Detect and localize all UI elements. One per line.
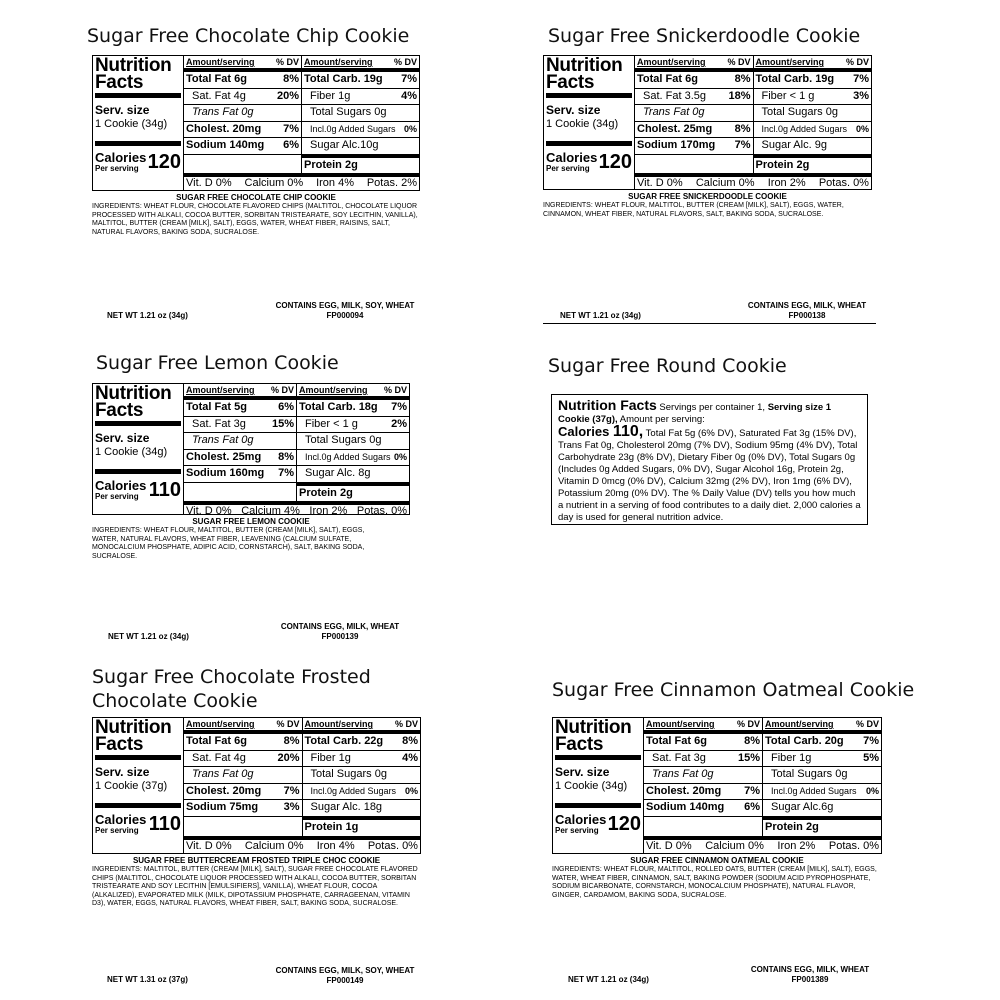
net-weight: NET WT 1.21 oz (34g) <box>568 975 649 984</box>
nutrient-dv: 2% <box>391 417 407 430</box>
dv-header: % DV <box>383 385 407 395</box>
nutrient-name: Total Sugars 0g <box>761 106 838 118</box>
nutrition-facts-heading: Nutrition Facts <box>555 719 641 760</box>
calories-block <box>95 813 181 835</box>
nutrient-name: Incl.0g Added Sugars <box>310 785 397 796</box>
allergen-statement <box>720 965 900 985</box>
product-title: Sugar Free Lemon Cookie <box>96 352 339 374</box>
amount-header: Amount/serving <box>186 385 255 395</box>
nutrition-facts-heading: Nutrition Facts <box>95 385 181 426</box>
per-serving-label: Per serving <box>95 826 139 835</box>
dv-header: % DV <box>270 385 294 395</box>
protein-row: Protein 2g <box>304 158 358 171</box>
nutrient-name: Total Carb. 19g <box>755 73 835 85</box>
amount-header: Amount/serving <box>646 719 715 729</box>
nutrient-dv: 15% <box>271 417 294 430</box>
dv-header: % DV <box>855 719 879 729</box>
servings-text: Servings per container 1, <box>656 402 768 413</box>
nutrient-dv: 7% <box>278 467 294 479</box>
iron: Iron 4% <box>316 840 355 852</box>
calories-block <box>95 479 181 501</box>
nutrient-name: Sat. Fat 4g <box>192 89 246 102</box>
nutrient-name: Trans Fat 0g <box>652 768 714 780</box>
nutrient-name: Total Carb. 19g <box>304 73 383 85</box>
per-serving-label: Per serving <box>546 164 590 173</box>
dv-header: % DV <box>845 57 869 67</box>
protein-row: Protein 2g <box>755 158 810 171</box>
calories-value: 110 <box>148 813 181 835</box>
product-title: Sugar Free Snickerdoodle Cookie <box>548 25 861 47</box>
calories-label: Calories <box>95 150 147 165</box>
nutrient-name: Total Sugars 0g <box>310 768 387 780</box>
nutrient-dv: 7% <box>853 73 869 85</box>
nutrient-name: Total Fat 6g <box>186 735 247 747</box>
nutrition-paragraph <box>551 394 868 525</box>
nutrient-dv: 20% <box>276 89 299 102</box>
nutrient-column-right <box>303 718 421 836</box>
amount-header: Amount/serving <box>765 719 834 729</box>
product-code: FP000138 <box>788 311 826 320</box>
iron: Iron 4% <box>316 177 354 189</box>
nutrient-name: Sat. Fat 4g <box>192 751 246 764</box>
nutrient-name: Fiber 1g <box>310 89 351 102</box>
net-weight: NET WT 1.21 oz (34g) <box>107 311 188 320</box>
serving-size-label: Serv. size <box>555 765 610 779</box>
net-weight: NET WT 1.21 oz (34g) <box>108 632 189 641</box>
amount-header: Amount/serving <box>637 57 706 67</box>
calories-block <box>95 151 181 173</box>
amount-header: Amount/serving <box>304 719 374 729</box>
nutrient-dv: 7% <box>734 139 751 151</box>
vitamin-d: Vit. D 0% <box>637 177 683 189</box>
nutrition-facts-heading: Nutrition Facts <box>95 719 181 760</box>
nutrient-column-right <box>302 56 419 173</box>
nutrient-dv: 8% <box>744 735 760 747</box>
label-left-column <box>93 56 184 190</box>
nutrient-dv: 8% <box>734 73 751 85</box>
nutrition-label <box>543 55 872 190</box>
nutrient-column-right <box>297 384 409 501</box>
per-serving-label: Per serving <box>555 826 599 835</box>
serving-size-label: Serv. size <box>95 765 150 779</box>
serving-size-value: 1 Cookie (34g) <box>95 117 181 146</box>
product-name: SUGAR FREE CINNAMON OATMEAL COOKIE <box>630 856 804 865</box>
nutrient-column-left <box>184 718 303 836</box>
amount-header: Amount/serving <box>299 385 368 395</box>
calories-block <box>555 813 641 835</box>
nutrient-dv: 0% <box>393 451 407 462</box>
nutrient-dv: 7% <box>863 735 879 747</box>
vitamins-row <box>635 173 871 190</box>
nutrient-name: Trans Fat 0g <box>192 106 254 118</box>
product-code: FP000094 <box>326 311 364 320</box>
calories-label: Calories <box>558 424 613 439</box>
potassium: Potas. 0% <box>828 840 879 852</box>
iron: Iron 2% <box>309 505 348 517</box>
product-name: SUGAR FREE BUTTERCREAM FROSTED TRIPLE CHOC COOKIE <box>132 856 381 865</box>
nutrient-name: Sugar Alc.10g <box>310 139 379 151</box>
per-serving-label: Per serving <box>95 164 139 173</box>
nutrient-name: Cholest. 20mg <box>186 784 262 797</box>
nutrient-name: Trans Fat 0g <box>192 434 254 446</box>
serving-size-label: Serv. size <box>95 103 150 117</box>
ingredients: INGREDIENTS: WHEAT FLOUR, MALTITOL, BUTTER (CREAM [MILK], SALT), EGGS, WATER, NATURAL FLAVORS, WHEAT FIBER, LEAVENING (CALCIUM SULFATE, MONOCALCIUM PHOSPHATE, ADIPIC ACID, CORNSTARCH), SALT, BAKING SODA, SUCRALOSE. <box>92 527 365 560</box>
amount-header: Amount/serving <box>304 57 373 67</box>
nutrient-dv: 3% <box>853 89 869 102</box>
amount-header: Amount/serving <box>186 57 255 67</box>
vitamins-row <box>184 836 420 853</box>
nutrition-label <box>92 55 420 191</box>
nutrient-column-left <box>184 384 297 501</box>
serving-size-value: 1 Cookie (37g) <box>95 779 181 808</box>
calories-label: Calories <box>95 812 147 827</box>
protein-row: Protein 1g <box>304 820 359 833</box>
nutrition-facts-heading: Nutrition Facts <box>546 57 632 98</box>
nutrient-dv: 8% <box>283 73 299 85</box>
vitamin-d: Vit. D 0% <box>186 840 232 852</box>
product-title: Sugar Free Round Cookie <box>548 355 787 377</box>
calories-label: Calories <box>546 150 598 165</box>
nutrient-name: Fiber 1g <box>771 751 812 764</box>
nutrient-name: Total Fat 6g <box>646 735 707 747</box>
nutrient-name: Cholest. 25mg <box>637 122 713 135</box>
nutrient-name: Total Fat 6g <box>637 73 698 85</box>
vitamin-d: Vit. D 0% <box>186 505 232 517</box>
nutrient-name: Incl.0g Added Sugars <box>305 451 391 462</box>
nutrient-name: Incl.0g Added Sugars <box>310 123 396 134</box>
product-title-text: Sugar Free Chocolate Frosted Chocolate Cookie <box>92 666 371 712</box>
allergen-statement <box>250 966 440 986</box>
product-title: Sugar Free Cinnamon Oatmeal Cookie <box>552 679 915 701</box>
label-left-column <box>544 56 635 189</box>
nutrient-name: Sodium 75mg <box>186 801 259 813</box>
nutrient-column-right <box>763 718 881 836</box>
nutrient-dv: 0% <box>403 123 417 134</box>
nutrient-column-right <box>754 56 872 173</box>
ingredients: INGREDIENTS: WHEAT FLOUR, MALTITOL, BUTTER (CREAM [MILK], SALT), EGGS, WATER, CINNAMON, WHEAT FIBER, NATURAL FLAVORS, SALT, BAKING SODA, SUCRALOSE. <box>543 202 844 218</box>
nutrient-dv: 20% <box>277 751 300 764</box>
nutrient-dv: 7% <box>283 784 300 797</box>
nutrient-dv: 7% <box>391 401 407 413</box>
protein-row: Protein 2g <box>299 486 353 499</box>
vitamins-row <box>644 836 881 853</box>
serving-size-value: 1 Cookie (34g) <box>546 117 632 146</box>
nutrient-name: Sodium 160mg <box>186 467 265 479</box>
nutrient-name: Incl.0g Added Sugars <box>771 785 857 796</box>
nutrient-name: Sodium 140mg <box>646 801 725 813</box>
nutrient-name: Total Sugars 0g <box>310 106 387 118</box>
potassium: Potas. 0% <box>356 505 407 517</box>
ingredients: INGREDIENTS: WHEAT FLOUR, CHOCOLATE FLAVORED CHIPS (MALTITOL, CHOCOLATE LIQUOR PROCESSED WITH ALKALI, COCOA BUTTER, SORBITAN TRISTEARATE, SOY LECITHIN, VANILLA), MALTITOL, BUTTER (CREAM [MILK], SALT), EGGS, WATER, WHEAT FIBER, RAISINS, SALT, NATURAL FLAVORS, BAKING SODA, SUCRALOSE. <box>92 203 418 236</box>
calcium: Calcium 0% <box>705 840 764 852</box>
product-name: SUGAR FREE CHOCOLATE CHIP COOKIE <box>176 193 336 202</box>
nutrient-dv: 0% <box>404 785 418 796</box>
divider <box>543 323 876 324</box>
serving-size-label: Serv. size <box>95 431 150 445</box>
vitamin-d: Vit. D 0% <box>646 840 692 852</box>
iron: Iron 2% <box>777 840 816 852</box>
nutrition-label <box>552 717 882 854</box>
vitamins-row <box>184 173 419 190</box>
product-title <box>92 665 392 713</box>
amount-header: Amount/serving <box>186 719 255 729</box>
net-weight: NET WT 1.21 oz (34g) <box>560 311 641 320</box>
nutrient-column-left <box>644 718 763 836</box>
nutrient-dv: 7% <box>744 784 760 797</box>
product-title: Sugar Free Chocolate Chip Cookie <box>87 25 410 47</box>
nutrient-name: Cholest. 25mg <box>186 450 262 463</box>
nutrient-name: Total Carb. 22g <box>304 735 384 747</box>
amount-header: Amount/serving <box>755 57 825 67</box>
amount-text: Amount per serving: <box>617 414 705 425</box>
nutrient-name: Fiber < 1 g <box>761 89 815 102</box>
contains-text: CONTAINS EGG, MILK, SOY, WHEAT <box>275 966 415 975</box>
nutrient-dv: 0% <box>865 785 879 796</box>
nutrient-name: Sugar Alc. 8g <box>305 467 371 479</box>
product-code: FP000139 <box>321 632 359 641</box>
nutrient-name: Total Sugars 0g <box>305 434 382 446</box>
dv-header: % DV <box>394 719 418 729</box>
protein-row: Protein 2g <box>765 820 819 833</box>
calories-block <box>546 151 632 173</box>
nutrient-name: Sodium 170mg <box>637 139 716 151</box>
nutrient-name: Trans Fat 0g <box>643 106 705 118</box>
nutrient-dv: 6% <box>744 801 760 813</box>
per-serving-label: Per serving <box>95 492 139 501</box>
nutrient-name: Cholest. 20mg <box>646 784 722 797</box>
calories-value: 120 <box>598 151 632 173</box>
calcium: Calcium 0% <box>695 177 755 189</box>
nutrient-name: Sat. Fat 3g <box>192 417 246 430</box>
nutrient-name: Total Carb. 18g <box>299 401 378 413</box>
nutrient-name: Sugar Alc.6g <box>771 801 834 813</box>
serving-size-value: 1 Cookie (34g) <box>95 445 181 474</box>
nutrient-dv: 8% <box>283 735 300 747</box>
nutrient-name: Sat. Fat 3.5g <box>643 89 706 102</box>
product-name: SUGAR FREE SNICKERDOODLE COOKIE <box>628 192 787 201</box>
nutrient-dv: 18% <box>728 89 751 102</box>
potassium: Potas. 0% <box>818 177 869 189</box>
nutrient-dv: 7% <box>401 73 417 85</box>
nutrient-dv: 4% <box>402 751 418 764</box>
serving-size-text: Serving size 1 Cookie (37g), <box>558 402 832 425</box>
nutrient-name: Fiber < 1 g <box>305 417 358 430</box>
product-code: FP000149 <box>326 976 364 985</box>
nutrient-dv: 8% <box>278 450 294 463</box>
allergen-statement <box>255 622 425 642</box>
nutrition-label <box>92 383 410 515</box>
dv-header: % DV <box>275 57 299 67</box>
vitamins-row <box>184 501 409 518</box>
nutrient-dv: 6% <box>283 139 299 151</box>
dv-header: % DV <box>393 57 417 67</box>
nutrient-name: Trans Fat 0g <box>192 768 254 780</box>
calcium: Calcium 0% <box>244 840 304 852</box>
nutrient-name: Total Fat 6g <box>186 73 247 85</box>
nutrient-name: Total Carb. 20g <box>765 735 844 747</box>
nutrient-column-left <box>635 56 754 173</box>
ingredients: INGREDIENTS: WHEAT FLOUR, MALTITOL, ROLLED OATS, BUTTER (CREAM [MILK], SALT), EGGS, WATER, WHEAT FIBER, CINNAMON, SALT, BAKING POWDER (SODIUM ACID PYROPHOSPHATE, SODIUM BICARBONATE, CORNSTARCH, MONOCALCIUM PHOSPHATE), NATURAL FLAVOR, GINGER, CARDAMOM, BAKING SODA, SUCRALOSE. <box>552 866 877 899</box>
nutrient-dv: 3% <box>283 801 300 813</box>
serving-size-value: 1 Cookie (34g) <box>555 779 641 808</box>
label-left-column <box>93 384 184 514</box>
label-left-column <box>93 718 184 853</box>
nutrient-name: Total Fat 5g <box>186 401 247 413</box>
calories-value: 120 <box>607 813 641 835</box>
nutrition-label <box>92 717 421 854</box>
nutrient-column-left <box>184 56 302 173</box>
dv-header: % DV <box>736 719 760 729</box>
nutrient-name: Fiber 1g <box>310 751 351 764</box>
nutrient-name: Sugar Alc. 9g <box>761 139 827 151</box>
nutrient-dv: 15% <box>737 751 760 764</box>
product-code: FP001389 <box>791 975 829 984</box>
nutrient-name: Incl.0g Added Sugars <box>761 123 848 134</box>
calories-value: 110 <box>148 479 181 501</box>
nutrition-facts-heading: Nutrition Facts <box>95 57 181 98</box>
nutrition-facts-heading: Nutrition Facts <box>558 397 657 413</box>
nutrient-dv: 8% <box>734 122 751 135</box>
nutrient-name: Sodium 140mg <box>186 139 265 151</box>
dv-header: % DV <box>727 57 751 67</box>
calories-value: 120 <box>147 151 181 173</box>
product-name: SUGAR FREE LEMON COOKIE <box>192 517 310 526</box>
potassium: Potas. 0% <box>367 840 418 852</box>
net-weight: NET WT 1.31 oz (37g) <box>107 975 188 984</box>
iron: Iron 2% <box>767 177 806 189</box>
calcium: Calcium 4% <box>241 505 300 517</box>
nutrient-name: Cholest. 20mg <box>186 122 262 135</box>
calories-label: Calories <box>95 478 147 493</box>
vitamin-d: Vit. D 0% <box>186 177 232 189</box>
allergen-statement <box>250 301 440 321</box>
nutrient-name: Sugar Alc. 18g <box>310 801 383 813</box>
allergen-statement <box>712 301 902 321</box>
ingredients: INGREDIENTS: MALTITOL, BUTTER (CREAM [MILK], SALT), SUGAR FREE CHOCOLATE FLAVORED CHIPS (MALTITOL, CHOCOLATE LIQUOR PROCESSED WITH ALKALI, COCOA BUTTER, SORBITAN TRISTEARATE AND SOY LECITHIN [EMULSIFIERS], VANILLA), WHEAT FLOUR, COCOA (ALKALIZED), EVAPORATED MILK (MILK, DIPOTASSIUM PHOSPHATE, CARRAGEENAN, VITAMIN D3), WATER, EGGS, NATURAL FLAVORS, WHEAT FIBER, SALT, BAKING SODA, SUCRALOSE. <box>92 866 418 908</box>
nutrient-name: Total Sugars 0g <box>771 768 848 780</box>
nutrient-text: Total Fat 5g (6% DV), Saturated Fat 3g (15% DV), Trans Fat 0g, Cholesterol 20mg (7% DV), Sodium 95mg (4% DV), Total Carbohydrate 23g (8% DV), Dietary Fiber 0g (0% DV), Total Sugars 0g (Includes 0g Added Sugars, 0% DV), Sugar Alcohol 16g, Protein 2g, Vitamin D 0mcg (0% DV), Calcium 32mg (2% DV), Iron 1mg (6% DV), Potassium 20mg (0% DV). The % Daily Value (DV) tells you how much a nutrient in a serving of food contributes to a daily diet. 2,000 calories a day is used for general nutrition advice. <box>558 428 861 523</box>
label-left-column <box>553 718 644 853</box>
nutrient-dv: 0% <box>855 123 869 134</box>
contains-text: CONTAINS EGG, MILK, WHEAT <box>280 622 400 631</box>
nutrient-dv: 8% <box>402 735 418 747</box>
nutrient-dv: 6% <box>278 401 294 413</box>
contains-text: CONTAINS EGG, MILK, WHEAT <box>750 965 870 974</box>
nutrient-dv: 5% <box>863 751 879 764</box>
potassium: Potas. 2% <box>366 177 417 189</box>
serving-size-label: Serv. size <box>546 103 601 117</box>
contains-text: CONTAINS EGG, MILK, WHEAT <box>747 301 867 310</box>
calcium: Calcium 0% <box>244 177 304 189</box>
dv-header: % DV <box>276 719 300 729</box>
nutrient-name: Sat. Fat 3g <box>652 751 706 764</box>
calories-value: 110, <box>612 423 644 440</box>
contains-text: CONTAINS EGG, MILK, SOY, WHEAT <box>275 301 415 310</box>
nutrient-dv: 7% <box>283 122 299 135</box>
calories-label: Calories <box>555 812 607 827</box>
nutrient-dv: 4% <box>401 89 417 102</box>
